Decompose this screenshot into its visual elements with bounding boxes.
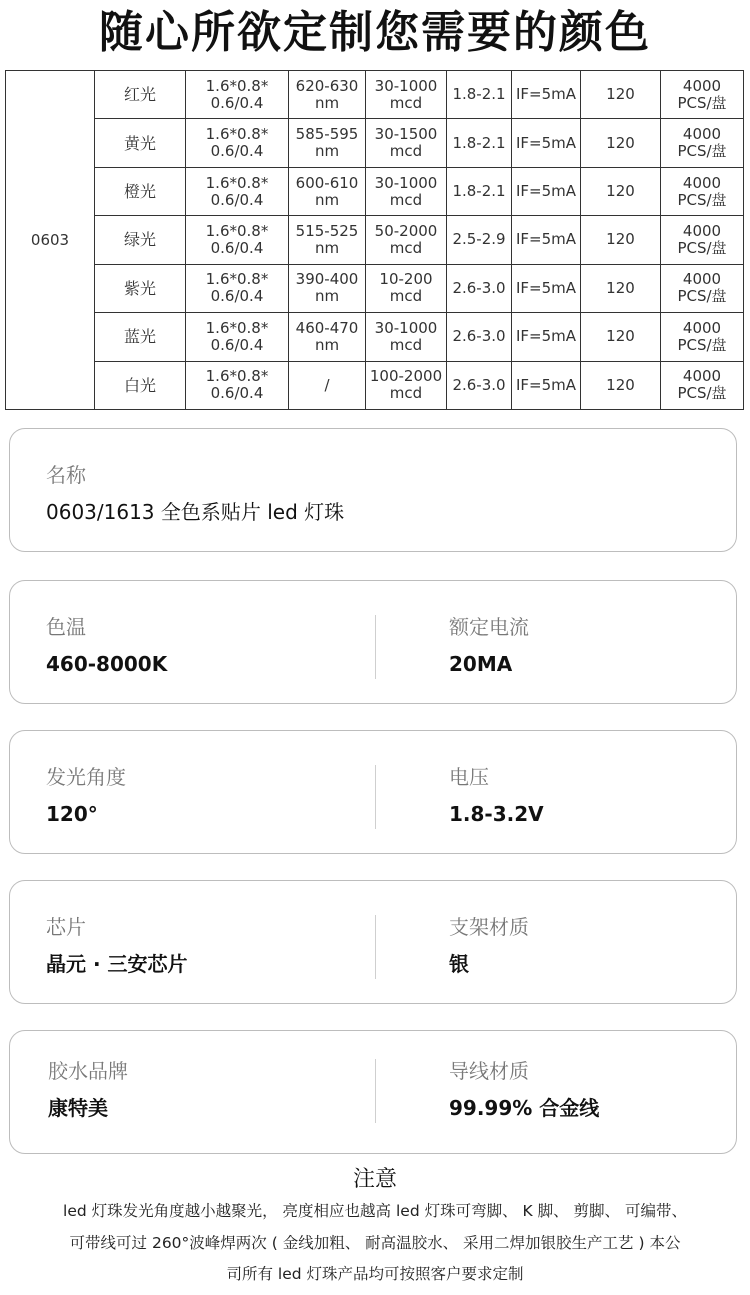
rated-current-value: 20MA — [449, 652, 513, 676]
angle-cell-text: 120 — [606, 327, 635, 346]
size-cell-text: 0.6/0.4 — [210, 287, 264, 306]
voltage-cell — [447, 71, 512, 119]
package-cell-text: PCS/盘 — [677, 142, 727, 161]
wavelength-cell — [289, 167, 366, 215]
angle-cell-text: 120 — [606, 230, 635, 249]
angle-cell — [581, 361, 661, 409]
size-cell-text: 1.6*0.8* — [205, 221, 269, 240]
current-cell-text: IF=5mA — [515, 133, 577, 152]
table-row — [6, 216, 744, 264]
size-cell-text: 0.6/0.4 — [210, 93, 264, 112]
brightness-cell-text: mcd — [389, 142, 423, 161]
color-cell-text: 红光 — [123, 85, 156, 105]
brightness-cell — [366, 216, 447, 264]
package-cell — [661, 361, 744, 409]
beam-angle-value: 120° — [46, 802, 98, 826]
wavelength-cell — [289, 216, 366, 264]
voltage-cell — [447, 264, 512, 312]
color-cell — [95, 119, 186, 167]
wavelength-cell-text: 620-630 — [295, 76, 359, 95]
spec-table — [5, 70, 744, 410]
package-cell-text: PCS/盘 — [677, 238, 727, 257]
angle-cell — [581, 313, 661, 361]
wavelength-cell-text: nm — [314, 238, 340, 257]
package-cell — [661, 216, 744, 264]
wavelength-cell-text: nm — [314, 287, 340, 306]
bracket-label: 支架材质 — [449, 915, 529, 939]
brightness-cell-text: mcd — [389, 287, 423, 306]
voltage-cell-text: 1.8-2.1 — [452, 133, 506, 152]
color-cell — [95, 264, 186, 312]
current-cell-text: IF=5mA — [515, 327, 577, 346]
voltage-cell — [447, 313, 512, 361]
brightness-cell-text: mcd — [389, 384, 423, 403]
brightness-cell-text: 30-1000 — [374, 318, 438, 337]
glue-brand-label: 胶水品牌 — [48, 1059, 128, 1083]
color-cell — [95, 71, 186, 119]
note-line-3: 司所有 led 灯珠产品均可按照客户要求定制 — [226, 1265, 524, 1283]
note-line-2: 可带线可过 260°波峰焊两次 ( 金线加粗、 耐高温胶水、 采用二焊加银胶生产工艺 ) 本公 — [69, 1234, 681, 1252]
brightness-cell-text: 50-2000 — [374, 221, 438, 240]
table-row — [6, 167, 744, 215]
card-divider — [375, 765, 376, 829]
size-cell-text: 1.6*0.8* — [205, 173, 269, 192]
current-cell — [512, 216, 581, 264]
current-cell-text: IF=5mA — [515, 85, 577, 104]
current-cell — [512, 167, 581, 215]
rated-current-label: 额定电流 — [449, 615, 529, 639]
package-cell-text: 4000 — [682, 173, 722, 192]
size-cell — [186, 313, 289, 361]
table-row — [6, 71, 744, 119]
package-cell-text: PCS/盘 — [677, 335, 727, 354]
brightness-cell-text: mcd — [389, 238, 423, 257]
package-cell-text: 4000 — [682, 76, 722, 95]
package-cell-text: PCS/盘 — [677, 384, 727, 403]
current-cell-text: IF=5mA — [515, 278, 577, 297]
package-cell-text: 4000 — [682, 125, 722, 144]
color-cell-text: 绿光 — [123, 230, 156, 250]
current-cell-text: IF=5mA — [515, 182, 577, 201]
size-cell — [186, 264, 289, 312]
package-cell — [661, 313, 744, 361]
size-cell-text: 0.6/0.4 — [210, 190, 264, 209]
angle-cell-text: 120 — [606, 85, 635, 104]
angle-cell-text: 120 — [606, 375, 635, 394]
color-cell-text: 黄光 — [123, 133, 156, 153]
package-cell-text: PCS/盘 — [677, 93, 727, 112]
note-title: 注意 — [352, 1167, 397, 1192]
color-cell — [95, 361, 186, 409]
wavelength-cell-text: nm — [314, 142, 340, 161]
wavelength-cell-text: nm — [314, 93, 340, 112]
glue-brand-value: 康特美 — [48, 1096, 108, 1120]
table-row — [6, 361, 744, 409]
wavelength-cell-text: / — [324, 375, 330, 394]
wavelength-cell-text: 460-470 — [295, 318, 359, 337]
name-label: 名称 — [46, 463, 86, 487]
wavelength-cell — [289, 313, 366, 361]
angle-cell-text: 120 — [606, 278, 635, 297]
color-cell — [95, 313, 186, 361]
brightness-cell-text: 100-2000 — [369, 367, 443, 386]
card-divider — [375, 915, 376, 979]
current-cell — [512, 313, 581, 361]
package-cell — [661, 71, 744, 119]
card-angle-voltage — [9, 730, 737, 854]
card-divider — [375, 1059, 376, 1123]
page-title: 随心所欲定制您需要的颜色 — [99, 7, 651, 58]
current-cell — [512, 264, 581, 312]
current-cell-text: IF=5mA — [515, 230, 577, 249]
current-cell — [512, 361, 581, 409]
color-cell — [95, 216, 186, 264]
wavelength-cell — [289, 361, 366, 409]
size-cell-text: 1.6*0.8* — [205, 125, 269, 144]
package-cell-text: PCS/盘 — [677, 287, 727, 306]
package-cell — [661, 167, 744, 215]
color-cell-text: 紫光 — [123, 278, 156, 298]
color-temp-label: 色温 — [46, 615, 86, 639]
angle-cell-text: 120 — [606, 182, 635, 201]
card-temp-current — [9, 580, 737, 704]
brightness-cell — [366, 167, 447, 215]
wavelength-cell-text: 515-525 — [295, 221, 359, 240]
size-cell — [186, 119, 289, 167]
table-row — [6, 313, 744, 361]
angle-cell-text: 120 — [606, 133, 635, 152]
size-cell-text: 0.6/0.4 — [210, 335, 264, 354]
size-cell-text: 0.6/0.4 — [210, 142, 264, 161]
color-cell — [95, 167, 186, 215]
voltage-cell-text: 2.6-3.0 — [452, 375, 506, 394]
brightness-cell — [366, 119, 447, 167]
current-cell — [512, 119, 581, 167]
voltage-cell — [447, 361, 512, 409]
wavelength-cell — [289, 264, 366, 312]
voltage-cell-text: 2.5-2.9 — [452, 230, 506, 249]
size-cell — [186, 361, 289, 409]
angle-cell — [581, 71, 661, 119]
brightness-cell — [366, 71, 447, 119]
package-cell-text: PCS/盘 — [677, 190, 727, 209]
voltage-cell-text: 2.6-3.0 — [452, 278, 506, 297]
size-cell — [186, 216, 289, 264]
note-line-1: led 灯珠发光角度越小越聚光， 亮度相应也越高 led 灯珠可弯脚、 K 脚、 剪脚、 可编带、 — [63, 1202, 687, 1220]
wire-label: 导线材质 — [449, 1059, 529, 1083]
voltage-cell — [447, 119, 512, 167]
package-cell-text: 4000 — [682, 318, 722, 337]
brightness-cell — [366, 264, 447, 312]
wavelength-cell-text: nm — [314, 335, 340, 354]
model-cell: 0603 — [6, 71, 95, 410]
angle-cell — [581, 167, 661, 215]
wavelength-cell-text: 390-400 — [295, 270, 359, 289]
brightness-cell-text: mcd — [389, 335, 423, 354]
table-row — [6, 264, 744, 312]
table-row — [6, 119, 744, 167]
color-cell-text: 白光 — [123, 375, 156, 395]
package-cell-text: 4000 — [682, 270, 722, 289]
angle-cell — [581, 119, 661, 167]
card-chip-bracket — [9, 880, 737, 1004]
voltage-cell — [447, 167, 512, 215]
voltage-cell-text: 1.8-2.1 — [452, 85, 506, 104]
voltage-cell — [447, 216, 512, 264]
current-cell-text: IF=5mA — [515, 375, 577, 394]
color-temp-value: 460-8000K — [46, 652, 168, 676]
voltage-cell-text: 2.6-3.0 — [452, 327, 506, 346]
wavelength-cell-text: 600-610 — [295, 173, 359, 192]
card-glue-wire — [9, 1030, 737, 1154]
voltage-cell-text: 1.8-2.1 — [452, 182, 506, 201]
color-cell-text: 橙光 — [123, 182, 156, 202]
size-cell-text: 1.6*0.8* — [205, 76, 269, 95]
bracket-value: 银 — [449, 952, 469, 976]
brightness-cell-text: 30-1000 — [374, 173, 438, 192]
current-cell — [512, 71, 581, 119]
brightness-cell-text: 30-1000 — [374, 76, 438, 95]
package-cell-text: 4000 — [682, 367, 722, 386]
brightness-cell — [366, 313, 447, 361]
wavelength-cell-text: nm — [314, 190, 340, 209]
package-cell-text: 4000 — [682, 221, 722, 240]
color-cell-text: 蓝光 — [123, 327, 156, 347]
card-divider — [375, 615, 376, 679]
package-cell — [661, 264, 744, 312]
chip-label: 芯片 — [46, 915, 86, 939]
size-cell-text: 1.6*0.8* — [205, 318, 269, 337]
chip-value: 晶元 · 三安芯片 — [46, 952, 188, 976]
voltage-label: 电压 — [449, 765, 489, 789]
size-cell-text: 1.6*0.8* — [205, 270, 269, 289]
size-cell-text: 1.6*0.8* — [205, 367, 269, 386]
brightness-cell — [366, 361, 447, 409]
size-cell — [186, 71, 289, 119]
size-cell — [186, 167, 289, 215]
wavelength-cell — [289, 71, 366, 119]
wavelength-cell — [289, 119, 366, 167]
name-value: 0603/1613 全色系贴片 led 灯珠 — [46, 500, 345, 524]
card-product-name — [9, 428, 737, 552]
voltage-value: 1.8-3.2V — [449, 802, 544, 826]
wire-value: 99.99% 合金线 — [449, 1096, 600, 1120]
package-cell — [661, 119, 744, 167]
brightness-cell-text: 30-1500 — [374, 125, 438, 144]
brightness-cell-text: mcd — [389, 190, 423, 209]
angle-cell — [581, 216, 661, 264]
beam-angle-label: 发光角度 — [46, 765, 126, 789]
size-cell-text: 0.6/0.4 — [210, 384, 264, 403]
size-cell-text: 0.6/0.4 — [210, 238, 264, 257]
brightness-cell-text: mcd — [389, 93, 423, 112]
brightness-cell-text: 10-200 — [379, 270, 433, 289]
wavelength-cell-text: 585-595 — [295, 125, 359, 144]
angle-cell — [581, 264, 661, 312]
